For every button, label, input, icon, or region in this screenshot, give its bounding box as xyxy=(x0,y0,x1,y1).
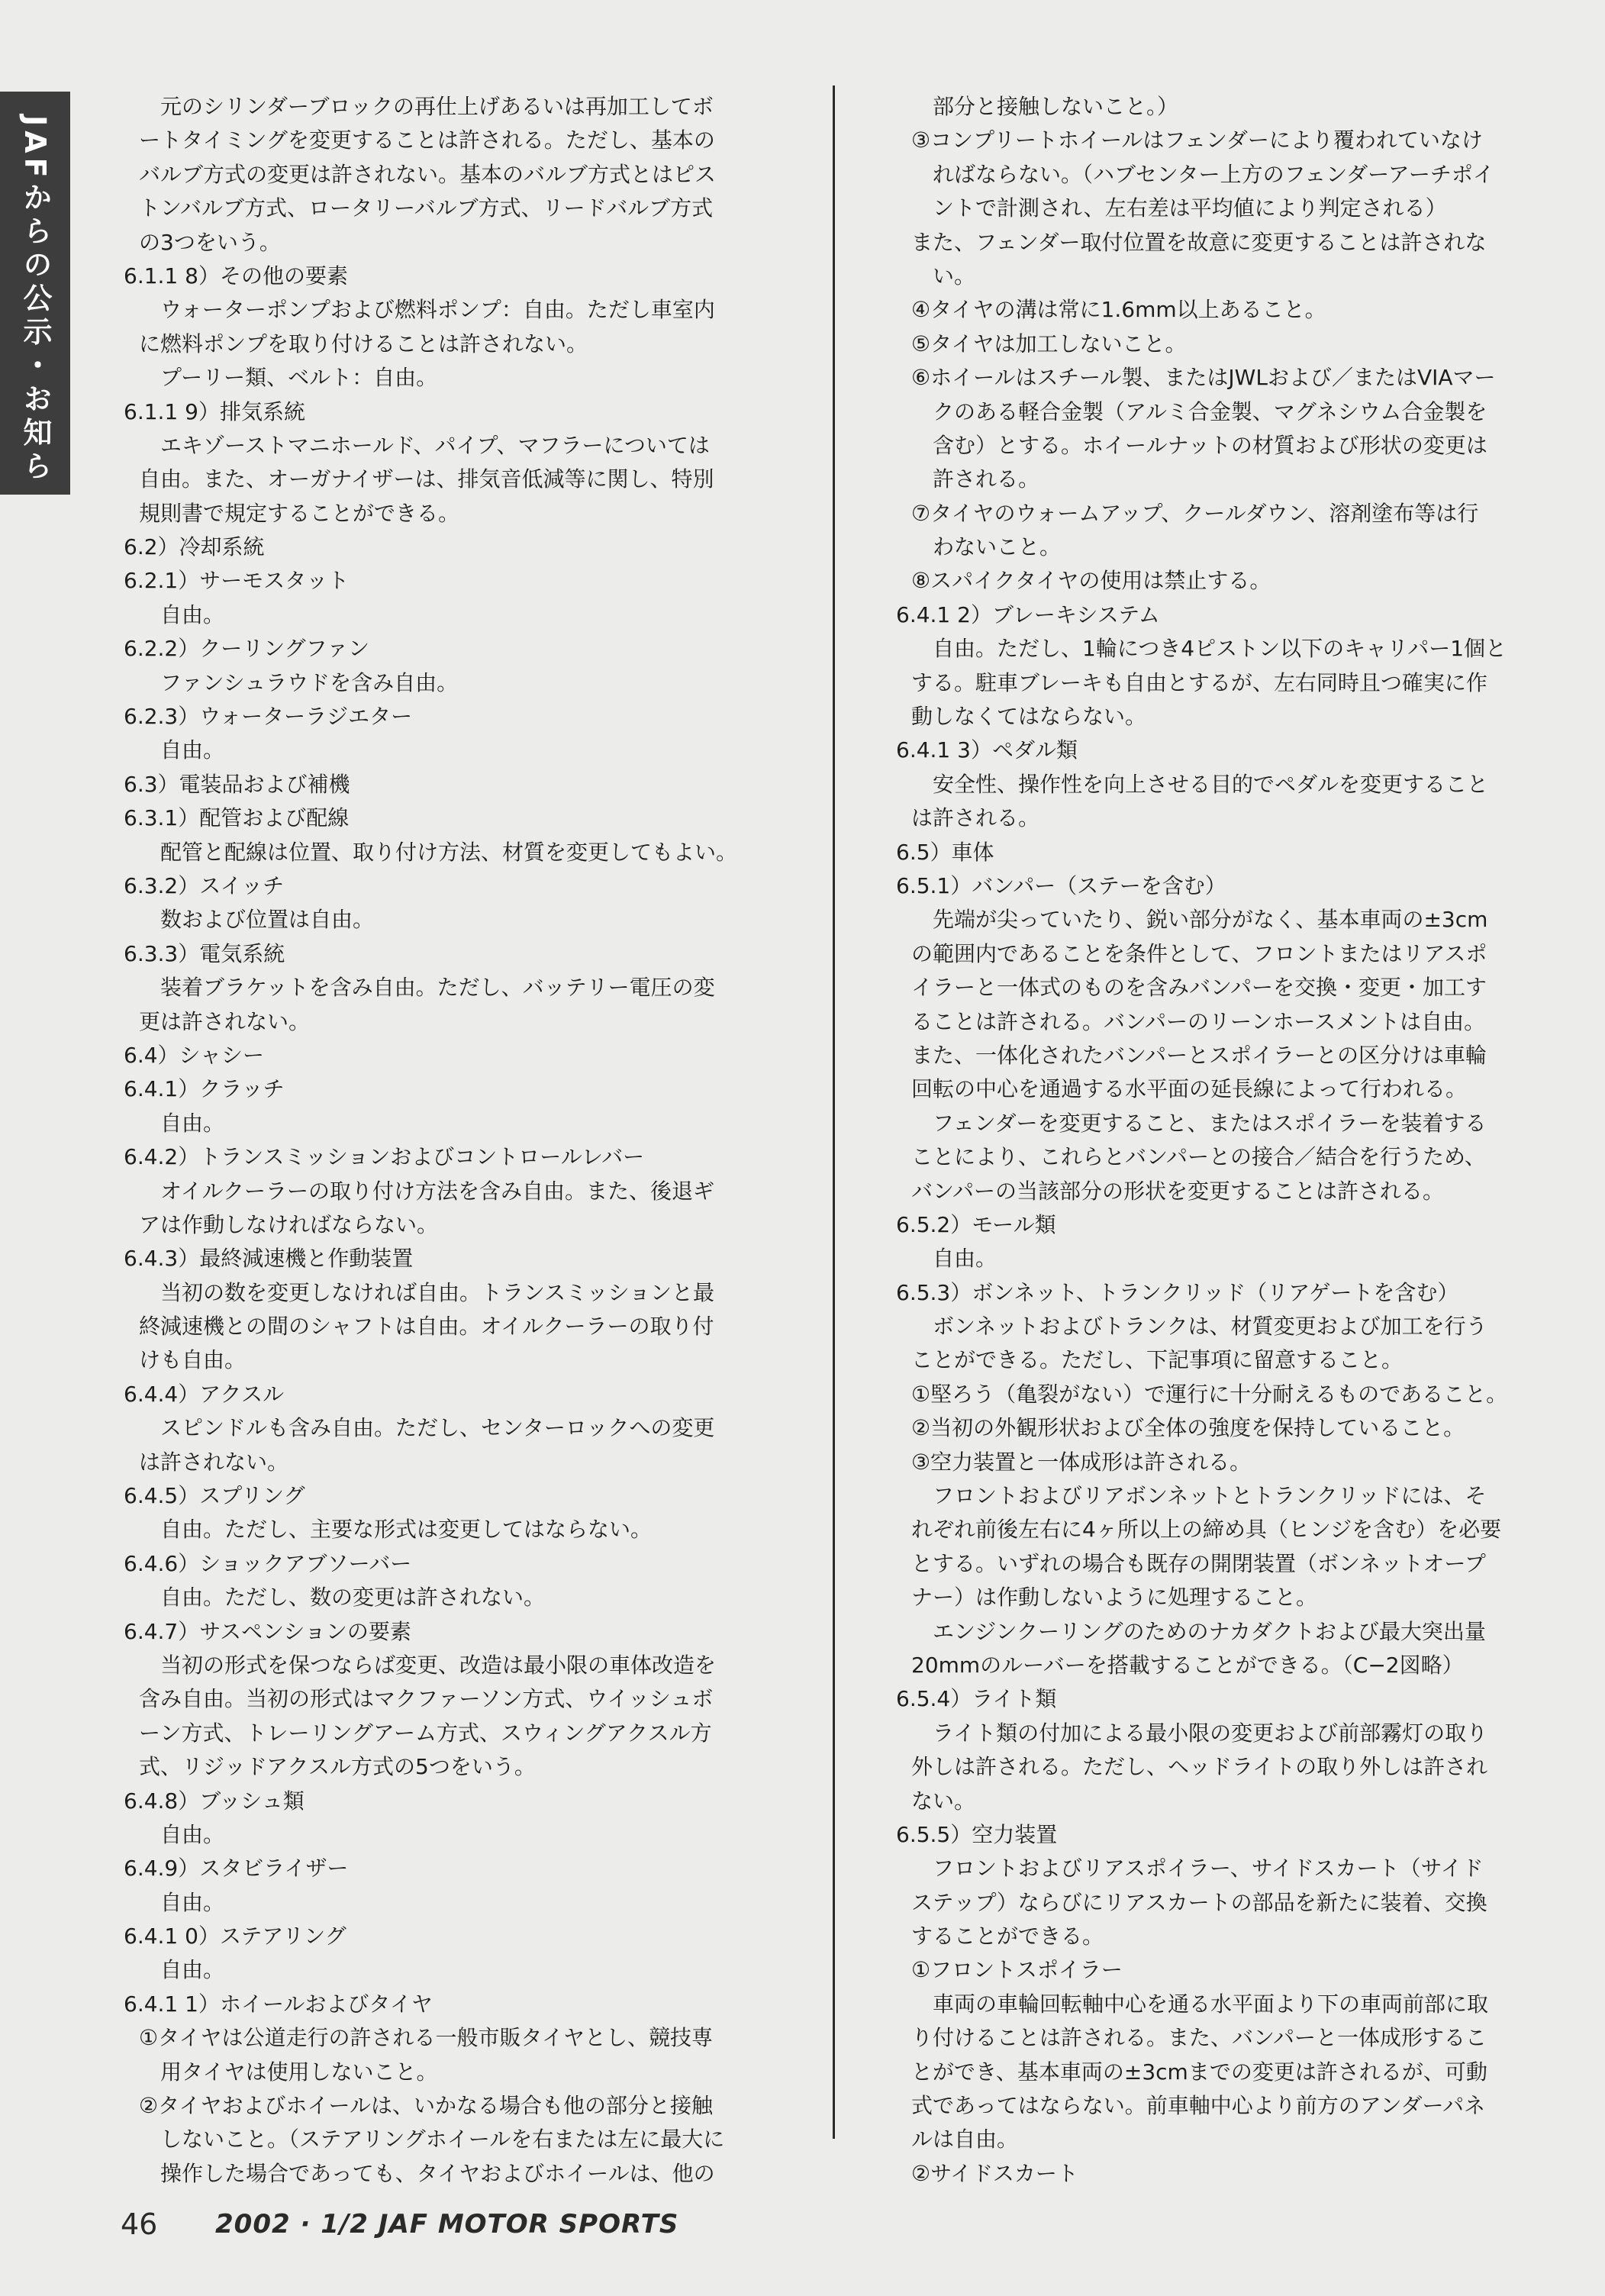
paragraph-line: ることは許される。バンパーのリーンホースメントは自由。 xyxy=(911,1008,1486,1034)
paragraph-line: ①堅ろう（亀裂がない）で運行に十分耐えるものであること。 xyxy=(911,1381,1508,1407)
paragraph-line: の3つをいう。 xyxy=(139,229,281,255)
section-heading: 6.5.4）ライト類 xyxy=(896,1686,1057,1712)
paragraph-line: ①タイヤは公道走行の許される一般市販タイヤとし、競技専 xyxy=(139,2025,713,2051)
section-heading: 6.4.7）サスペンションの要素 xyxy=(124,1618,411,1644)
section-heading: 6.2.2）クーリングファン xyxy=(124,636,370,662)
paragraph-line: ない。 xyxy=(911,1788,976,1814)
paragraph-line: は許されない。 xyxy=(139,1449,289,1475)
paragraph-line: ④タイヤの溝は常に1.6mm以上あること。 xyxy=(911,297,1326,323)
paragraph-line: 当初の形式を保つならば変更、改造は最小限の車体改造を xyxy=(160,1652,717,1678)
section-heading: 6.3.2）スイッチ xyxy=(124,872,285,898)
paragraph-line: ことにより、これらとバンパーとの接合／結合を行うため、 xyxy=(911,1144,1486,1170)
paragraph-line: 許される。 xyxy=(933,466,1040,492)
paragraph-line: また、フェンダー取付位置を故意に変更することは許されな xyxy=(911,229,1487,255)
section-heading: 6.4.4）アクスル xyxy=(124,1381,285,1407)
paragraph-line: フロントおよびリアスポイラー、サイドスカート（サイド xyxy=(933,1856,1484,1882)
left-column xyxy=(124,90,783,2191)
paragraph-line: フロントおよびリアボンネットとトランクリッドには、そ xyxy=(933,1483,1487,1509)
section-heading: 6.4.5）スプリング xyxy=(124,1483,305,1509)
paragraph-line: ステップ）ならびにリアスカートの部品を新たに装着、交換 xyxy=(911,1889,1487,1915)
paragraph-line: い。 xyxy=(933,263,976,289)
paragraph-line: 自由。 xyxy=(160,601,225,627)
paragraph-line: 配管と配線は位置、取り付け方法、材質を変更してもよい。 xyxy=(160,839,738,865)
paragraph-line: スピンドルも含み自由。ただし、センターロックへの変更 xyxy=(160,1415,715,1441)
paragraph-line: ①フロントスポイラー xyxy=(911,1957,1123,1983)
paragraph-line: ことができる。ただし、下記事項に留意すること。 xyxy=(911,1347,1404,1373)
paragraph-line: ルは自由。 xyxy=(911,2127,1019,2152)
section-heading: 6.4.2）トランスミッションおよびコントロールレバー xyxy=(124,1144,645,1170)
paragraph-line: ②タイヤおよびホイールは、いかなる場合も他の部分と接触 xyxy=(139,2093,713,2119)
paragraph-line: ファンシュラウドを含み自由。 xyxy=(160,669,459,695)
paragraph-line: 自由。 xyxy=(160,1889,225,1915)
paragraph-line: ウォーターポンプおよび燃料ポンプ：自由。ただし車室内 xyxy=(160,297,715,323)
paragraph-line: エキゾーストマニホールド、パイプ、マフラーについては xyxy=(160,432,710,458)
section-heading: 6.2.3）ウォーターラジエター xyxy=(124,704,413,730)
paragraph-line: 自由。ただし、数の変更は許されない。 xyxy=(160,1585,546,1611)
paragraph-line: プーリー類、ベルト：自由。 xyxy=(160,365,438,391)
section-heading: 6.4.1 0）ステアリング xyxy=(124,1924,346,1949)
section-heading: 6.4.6）ショックアブソーバー xyxy=(124,1550,412,1576)
paragraph-line: ③コンプリートホイールはフェンダーにより覆われていなけ xyxy=(911,127,1483,153)
paragraph-line: とする。いずれの場合も既存の開閉装置（ボンネットオープ xyxy=(911,1550,1486,1576)
paragraph-line: イラーと一体式のものを含みバンパーを交換・変更・加工す xyxy=(911,975,1487,1001)
section-heading: 6.4.1 2）ブレーキシステム xyxy=(896,601,1160,627)
section-side-tab: JAFからの公示・お知ら xyxy=(0,92,70,495)
section-heading: 6.3.3）電気系統 xyxy=(124,940,285,966)
paragraph-line: 自由。 xyxy=(160,737,225,763)
paragraph-line: とができ、基本車両の±3cmまでの変更は許されるが、可動 xyxy=(911,2059,1487,2085)
paragraph-line: アは作動しなければならない。 xyxy=(139,1211,439,1237)
paragraph-line: する。駐車ブレーキも自由とするが、左右同時且つ確実に作 xyxy=(911,669,1487,695)
paragraph-line: バルブ方式の変更は許されない。基本のバルブ方式とはピス xyxy=(139,161,717,187)
section-heading: 6.5.1）バンパー（ステーを含む） xyxy=(896,872,1226,898)
paragraph-line: 終減速機との間のシャフトは自由。オイルクーラーの取り付 xyxy=(139,1314,714,1340)
paragraph-line: また、一体化されたバンパーとスポイラーとの区分けは車輪 xyxy=(911,1042,1487,1068)
section-heading: 6.4.9）スタビライザー xyxy=(124,1856,349,1882)
paragraph-line: ボンネットおよびトランクは、材質変更および加工を行う xyxy=(933,1314,1487,1340)
paragraph-line: 装着ブラケットを含み自由。ただし、バッテリー電圧の変 xyxy=(160,975,715,1001)
paragraph-line: ナー）は作動しないように処理すること。 xyxy=(911,1585,1318,1611)
paragraph-line: は許される。 xyxy=(911,805,1040,831)
paragraph-line: オイルクーラーの取り付け方法を含み自由。また、後退ギ xyxy=(160,1178,715,1204)
paragraph-line: 自由。 xyxy=(160,1110,225,1136)
paragraph-line: 車両の車輪回転軸中心を通る水平面より下の車両前部に取 xyxy=(933,1991,1489,2017)
paragraph-line: クのある軽合金製（アルミ合金製、マグネシウム合金製を xyxy=(933,398,1487,424)
paragraph-line: わないこと。 xyxy=(933,534,1062,560)
section-heading: 6.4.1 3）ペダル類 xyxy=(896,737,1078,763)
paragraph-line: 自由。 xyxy=(933,1246,997,1272)
paragraph-line: 自由。ただし、主要な形式は変更してはならない。 xyxy=(160,1517,653,1543)
paragraph-line: エンジンクーリングのためのナカダクトおよび最大突出量 xyxy=(933,1618,1486,1644)
paragraph-line: バンパーの当該部分の形状を変更することは許される。 xyxy=(911,1178,1445,1204)
paragraph-line: ートタイミングを変更することは許される。ただし、基本の xyxy=(139,127,715,153)
paragraph-line: ②当初の外観形状および全体の強度を保持していること。 xyxy=(911,1415,1465,1441)
paragraph-line: ントで計測され、左右差は平均値により判定される） xyxy=(933,195,1447,221)
paragraph-line: 数および位置は自由。 xyxy=(160,907,375,933)
paragraph-line: 更は許されない。 xyxy=(139,1008,311,1034)
publication-title: 2002 · 1/2 JAF MOTOR SPORTS xyxy=(215,2209,679,2240)
paragraph-line: ③空力装置と一体成形は許される。 xyxy=(911,1449,1252,1475)
paragraph-line: ライト類の付加による最小限の変更および前部霧灯の取り xyxy=(933,1720,1488,1746)
paragraph-line: 安全性、操作性を向上させる目的でペダルを変更すること xyxy=(933,771,1489,797)
paragraph-line: れぞれ前後左右に4ヶ所以上の締め具（ヒンジを含む）を必要 xyxy=(911,1517,1502,1543)
paragraph-line: 外しは許される。ただし、ヘッドライトの取り外しは許され xyxy=(911,1754,1488,1780)
section-heading: 6.2.1）サーモスタット xyxy=(124,568,350,594)
section-heading: 6.1.1 9）排気系統 xyxy=(124,398,305,424)
paragraph-line: ⑤タイヤは加工しないこと。 xyxy=(911,331,1187,356)
section-heading: 6.4.1 1）ホイールおよびタイヤ xyxy=(124,1991,433,2017)
paragraph-line: 規則書で規定することができる。 xyxy=(139,500,460,526)
paragraph-line: 当初の数を変更しなければ自由。トランスミッションと最 xyxy=(160,1279,715,1305)
paragraph-line: 式、リジッドアクスル方式の5つをいう。 xyxy=(139,1754,536,1780)
section-heading: 6.5.5）空力装置 xyxy=(896,1821,1058,1847)
section-heading: 6.3）電装品および補機 xyxy=(124,771,350,797)
paragraph-line: ⑧スパイクタイヤの使用は禁止する。 xyxy=(911,568,1271,594)
paragraph-line: 操作した場合であっても、タイヤおよびホイールは、他の xyxy=(160,2160,715,2186)
paragraph-line: ーン方式、トレーリングアーム方式、スウィングアクスル方 xyxy=(139,1720,712,1746)
section-heading: 6.5）車体 xyxy=(896,839,994,865)
paragraph-line: の範囲内であることを条件として、フロントまたはリアスポ xyxy=(911,940,1487,966)
paragraph-line: 自由。 xyxy=(160,1957,225,1983)
paragraph-line: 20mmのルーバーを搭載することができる。（C−2図略） xyxy=(911,1652,1464,1678)
column-divider xyxy=(833,85,835,2139)
section-heading: 6.5.3）ボンネット、トランクリッド（リアゲートを含む） xyxy=(896,1279,1459,1305)
section-heading: 6.4.3）最終減速機と作動装置 xyxy=(124,1246,414,1272)
paragraph-line: 用タイヤは使用しないこと。 xyxy=(160,2059,438,2085)
section-heading: 6.3.1）配管および配線 xyxy=(124,805,350,831)
paragraph-line: り付けることは許される。また、バンパーと一体成形するこ xyxy=(911,2025,1487,2051)
paragraph-line: 回転の中心を通過する水平面の延長線によって行われる。 xyxy=(911,1076,1468,1102)
paragraph-line: ればならない。（ハブセンター上方のフェンダーアーチポイ xyxy=(933,161,1494,187)
paragraph-line: 元のシリンダーブロックの再仕上げあるいは再加工してボ xyxy=(160,94,714,119)
paragraph-line: ⑥ホイールはスチール製、またはJWLおよび／またはVIAマー xyxy=(911,365,1496,391)
section-heading: 6.4.1）クラッチ xyxy=(124,1076,285,1102)
paragraph-line: 動しなくてはならない。 xyxy=(911,704,1147,730)
paragraph-line: に燃料ポンプを取り付けることは許されない。 xyxy=(139,331,588,356)
paragraph-line: ⑦タイヤのウォームアップ、クールダウン、溶剤塗布等は行 xyxy=(911,500,1479,526)
page-number: 46 xyxy=(121,2207,158,2241)
paragraph-line: 自由。 xyxy=(160,1821,225,1847)
paragraph-line: けも自由。 xyxy=(139,1347,247,1373)
paragraph-line: 先端が尖っていたり、鋭い部分がなく、基本車両の±3cm xyxy=(933,907,1488,933)
paragraph-line: することができる。 xyxy=(911,1924,1104,1949)
section-heading: 6.5.2）モール類 xyxy=(896,1211,1056,1237)
paragraph-line: 自由。また、オーガナイザーは、排気音低減等に関し、特別 xyxy=(139,466,714,492)
paragraph-line: 式であってはならない。前車軸中心より前方のアンダーパネ xyxy=(911,2093,1486,2119)
paragraph-line: トンバルブ方式、ロータリーバルブ方式、リードバルブ方式 xyxy=(139,195,714,221)
paragraph-line: 部分と接触しないこと。） xyxy=(933,94,1179,119)
section-heading: 6.4.8）ブッシュ類 xyxy=(124,1788,305,1814)
right-column xyxy=(896,90,1552,2191)
section-heading: 6.2）冷却系統 xyxy=(124,534,265,560)
paragraph-line: 含み自由。当初の形式はマクファーソン方式、ウイッシュボ xyxy=(139,1686,714,1712)
section-heading: 6.1.1 8）その他の要素 xyxy=(124,263,348,289)
section-heading: 6.4）シャシー xyxy=(124,1042,264,1068)
paragraph-line: ②サイドスカート xyxy=(911,2160,1078,2186)
paragraph-line: フェンダーを変更すること、またはスポイラーを装着する xyxy=(933,1110,1487,1136)
paragraph-line: 含む）とする。ホイールナットの材質および形状の変更は xyxy=(933,432,1487,458)
paragraph-line: しないこと。（ステアリングホイールを右または左に最大に xyxy=(160,2127,725,2152)
paragraph-line: 自由。ただし、1輪につき4ピストン以下のキャリパー1個と xyxy=(933,636,1507,662)
